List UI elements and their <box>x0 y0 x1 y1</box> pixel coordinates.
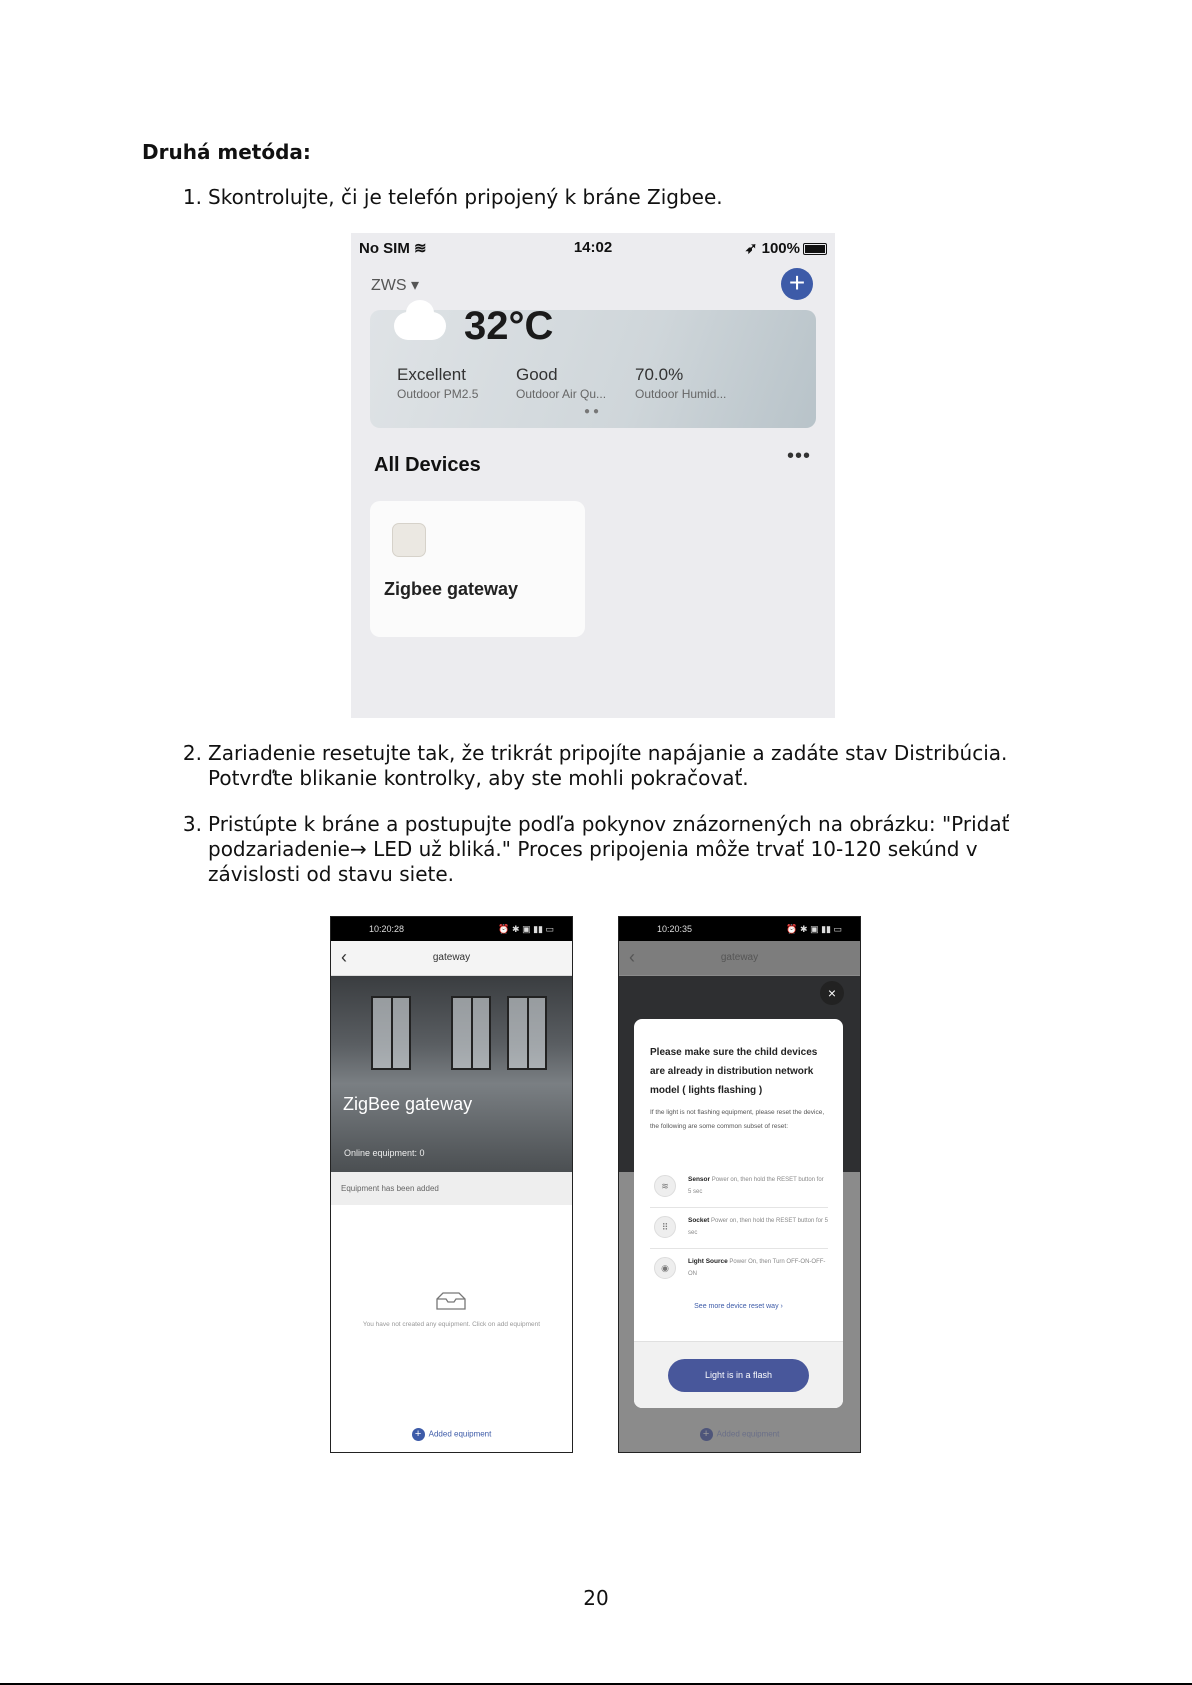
empty-box-icon <box>435 1291 467 1311</box>
step-number: 3. <box>182 812 202 836</box>
page-dots: ●● <box>583 406 603 417</box>
reset-modal <box>634 1019 843 1408</box>
section-heading: Druhá metóda: <box>142 140 311 164</box>
back-icon: ‹ <box>629 947 635 967</box>
socket-icon: ⠿ <box>654 1216 676 1238</box>
window-decor <box>371 996 411 1070</box>
app-home-screenshot <box>351 233 835 718</box>
back-icon[interactable]: ‹ <box>341 947 347 967</box>
step-3 <box>172 812 1072 887</box>
reset-option-socket: ⠿ Socket Power on, then hold the RESET button for 5 sec <box>650 1208 828 1249</box>
temperature: 32°C <box>464 304 554 348</box>
gateway-title: ZigBee gateway <box>343 1094 473 1114</box>
weather-stat: Excellent Outdoor PM2.5 <box>397 365 479 401</box>
added-header: Equipment has been added <box>331 1172 572 1205</box>
step-text: závislosti od stavu siete. <box>208 862 454 886</box>
sensor-icon: ≋ <box>654 1175 676 1197</box>
status-bar <box>619 917 860 941</box>
status-icons: ⏰ ✱ ▣ ▮▮ ▭ <box>786 924 842 934</box>
nav-title: gateway <box>432 952 471 963</box>
clock: 10:20:28 <box>369 924 405 934</box>
plus-icon: + <box>700 1428 713 1441</box>
window-decor <box>451 996 491 1070</box>
home-selector[interactable]: ZWS ▾ <box>371 277 420 294</box>
status-bar <box>331 917 572 941</box>
bulb-icon: ◉ <box>654 1257 676 1279</box>
online-count: Online equipment: 0 <box>344 1148 425 1158</box>
gateway-banner <box>331 976 572 1172</box>
weather-stat: 70.0% Outdoor Humid... <box>635 365 727 401</box>
more-icon[interactable]: ••• <box>786 445 811 467</box>
battery-percent: 100% <box>761 240 800 257</box>
step-text: podzariadenie→ LED už bliká." Proces pripojenia môže trvať 10-120 sekúnd v <box>208 837 978 861</box>
step-text: Potvrďte blikanie kontrolky, aby ste mohli pokračovať. <box>208 766 749 790</box>
add-device-button[interactable]: + <box>781 268 813 300</box>
empty-message: You have not created any equipment. Click on add equipment <box>362 1321 541 1328</box>
weather-stat: Good Outdoor Air Qu... <box>516 365 607 401</box>
wifi-icon: ≋ <box>414 240 427 257</box>
carrier: No SIM <box>359 240 410 257</box>
status-icons: ⏰ ✱ ▣ ▮▮ ▭ <box>498 924 554 934</box>
step-number: 2. <box>182 741 202 765</box>
modal-footer <box>634 1341 843 1408</box>
step-number: 1. <box>182 185 202 209</box>
step-2 <box>172 741 1072 791</box>
modal-description: If the light is not flashing equipment, please reset the device, the following are some common subset of reset: <box>650 1109 825 1130</box>
close-icon[interactable]: × <box>820 981 844 1005</box>
clock: 10:20:35 <box>657 924 693 934</box>
caret-down-icon: ▾ <box>411 277 420 294</box>
cloud-icon <box>394 312 446 340</box>
status-bar <box>359 239 827 259</box>
step-text: Zariadenie resetujte tak, že trikrát pripojíte napájanie a zadáte stav Distribúcia. <box>208 741 1008 765</box>
clock: 14:02 <box>573 239 613 256</box>
device-name: Zigbee gateway <box>384 579 519 599</box>
step-text: Skontrolujte, či je telefón pripojený k bráne Zigbee. <box>208 185 723 209</box>
nav-bar <box>619 941 860 975</box>
battery-icon <box>803 243 827 255</box>
add-equipment-button: + Added equipment <box>619 1428 860 1441</box>
step-1 <box>172 185 1072 210</box>
gateway-screenshot <box>330 916 573 1453</box>
reset-option-sensor: ≋ Sensor Power on, then hold the RESET button for 5 sec <box>650 1167 828 1208</box>
modal-title: Please make sure the child devices are already in distribution network model ( lights flashing ) <box>650 1047 818 1096</box>
window-decor <box>507 996 547 1070</box>
add-equipment-button[interactable]: + Added equipment <box>331 1428 572 1441</box>
gateway-icon <box>392 523 426 557</box>
all-devices-title: All Devices <box>374 454 481 476</box>
reset-modal-screenshot <box>618 916 861 1453</box>
device-card[interactable] <box>370 501 585 637</box>
see-more-link[interactable]: See more device reset way › <box>694 1303 783 1310</box>
plus-icon: + <box>412 1428 425 1441</box>
nav-title: gateway <box>720 952 759 963</box>
page-number: 20 <box>583 1586 609 1610</box>
step-text: Pristúpte k bráne a postupujte podľa pokynov znázornených na obrázku: "Pridať <box>208 812 1010 836</box>
weather-card <box>370 304 816 428</box>
location-icon: ➶ <box>744 240 758 257</box>
reset-option-light: ◉ Light Source Power On, then Turn OFF-ON-OFF-ON <box>650 1249 828 1289</box>
nav-bar <box>331 941 572 976</box>
light-flashing-button[interactable]: Light is in a flash <box>668 1359 809 1392</box>
